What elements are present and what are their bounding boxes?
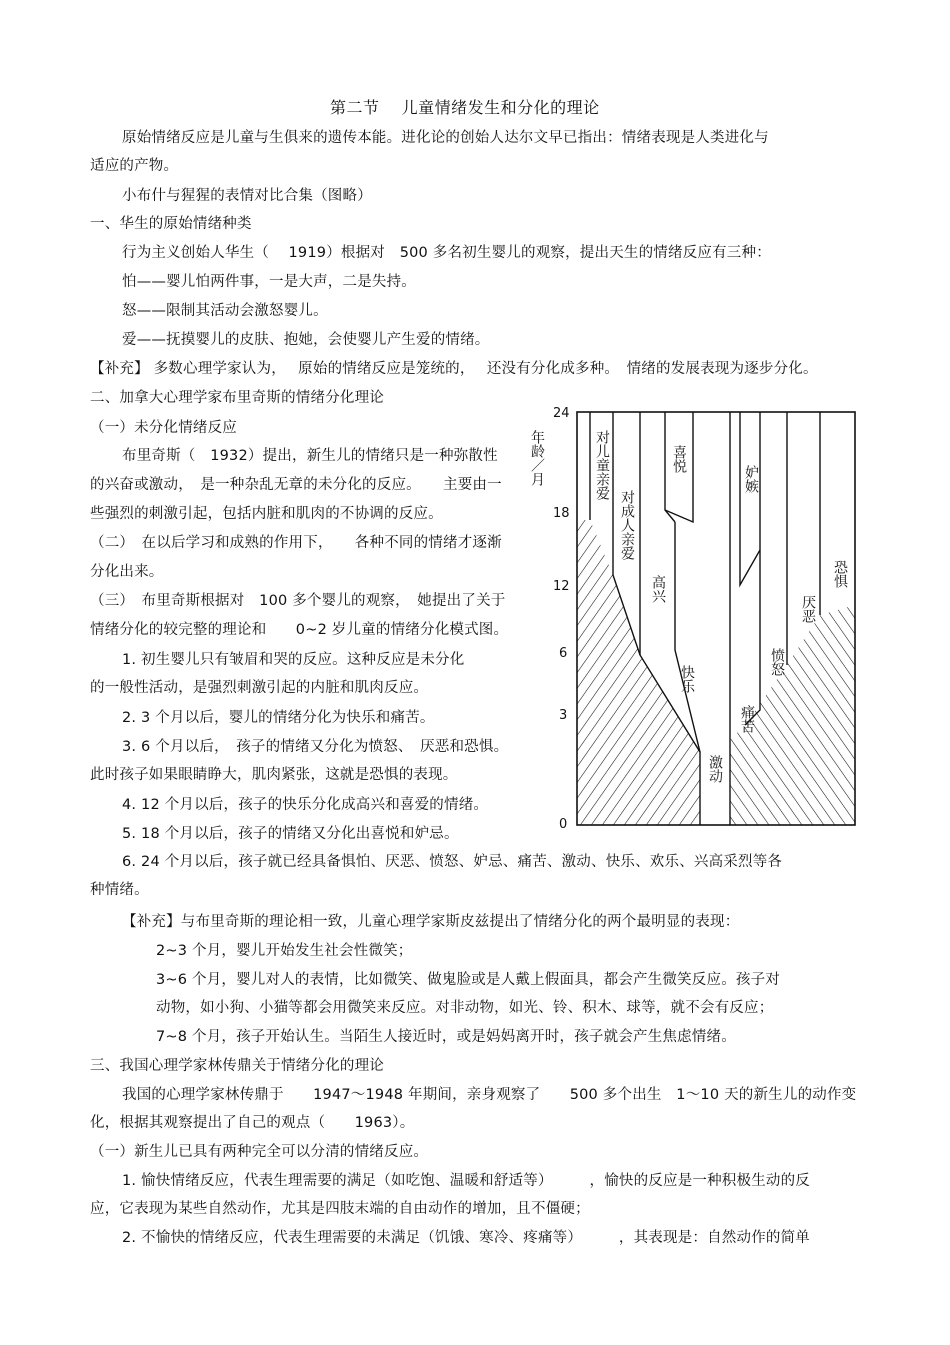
list-item: 1. 初生婴儿只有皱眉和哭的反应。这种反应是未分化 xyxy=(122,652,465,668)
label-excitement: 激动 xyxy=(707,755,723,783)
paragraph-line: 应，它表现为某些自然动作，尤其是四肢末端的自由动作的增加，且不僵硬； xyxy=(90,1201,590,1217)
emotion-differentiation-diagram xyxy=(515,400,875,840)
paragraph-line: 行为主义创始人华生（ 1919）根据对 500 多名初生婴儿的观察，提出天生的情绪反应有三种： xyxy=(122,245,771,261)
subheading-line: （一）未分化情绪反应 xyxy=(90,420,237,436)
list-item: 2. 不愉快的情绪反应，代表生理需要的未满足（饥饿、寒冷、疼痛等） ，其表现是：自然动作的简单 xyxy=(122,1230,810,1246)
paragraph-line: 怕——婴儿怕两件事，一是大声，二是失持。 xyxy=(122,274,416,290)
label-elation: 喜悦 xyxy=(671,445,687,473)
note-line: 【补充】与布里奇斯的理论相一致，儿童心理学家斯皮兹提出了情绪分化的两个最明显的表现： xyxy=(122,914,740,930)
paragraph-line: 布里奇斯（ 1932）提出，新生儿的情绪只是一种弥散性 xyxy=(122,448,498,464)
y-tick-0: 0 xyxy=(559,817,568,832)
paragraph-line: 此时孩子如果眼睛睁大，肌肉紧张，这就是恐惧的表现。 xyxy=(90,767,458,783)
y-tick-6: 6 xyxy=(559,646,568,661)
y-axis-ticks xyxy=(553,406,570,832)
paragraph-line: 分化出来。 xyxy=(90,564,164,580)
paragraph-line: 动物，如小狗、小猫等都会用微笑来反应。对非动物，如光、铃、积木、球等，就不会有反应； xyxy=(156,1000,774,1016)
label-fear: 恐惧 xyxy=(832,560,848,588)
list-item: 3~6 个月，婴儿对人的表情，比如微笑、做鬼脸或是人戴上假面具，都会产生微笑反应。孩子对 xyxy=(156,972,781,988)
heading-line: 二、加拿大心理学家布里奇斯的情绪分化理论 xyxy=(90,390,384,406)
subheading-line: （二） 在以后学习和成熟的作用下， 各种不同的情绪才逐渐 xyxy=(90,535,502,551)
list-item: 6. 24 个月以后，孩子就已经具备惧怕、厌恶、愤怒、妒忌、痛苦、激动、快乐、欢乐、兴高采烈等各 xyxy=(122,854,783,870)
subheading-line: （三） 布里奇斯根据对 100 多个婴儿的观察， 她提出了关于 xyxy=(90,593,506,609)
paragraph-line: 怒——限制其活动会激怒婴儿。 xyxy=(122,303,328,319)
list-item: 5. 18 个月以后，孩子的情绪又分化出喜悦和妒忌。 xyxy=(122,826,459,842)
label-disgust: 厌恶 xyxy=(800,595,816,623)
label-love-adults: 对成人亲爱 xyxy=(619,490,635,560)
list-item: 7~8 个月，孩子开始认生。当陌生人接近时，或是妈妈离开时，孩子就会产生焦虑情绪。 xyxy=(156,1029,736,1045)
label-joy: 快乐 xyxy=(679,665,695,693)
paragraph-line: 爱——抚摸婴儿的皮肤、抱她，会使婴儿产生爱的情绪。 xyxy=(122,332,490,348)
list-item: 1. 愉快情绪反应，代表生理需要的满足（如吃饱、温暖和舒适等） ，愉快的反应是一种积极生动的反 xyxy=(122,1173,810,1189)
list-item: 2. 3 个月以后，婴儿的情绪分化为快乐和痛苦。 xyxy=(122,710,435,726)
y-tick-12: 12 xyxy=(553,579,570,594)
label-delight: 高兴 xyxy=(650,575,666,603)
paragraph-line: 化，根据其观察提出了自己的观点（ 1963）。 xyxy=(90,1115,415,1131)
y-tick-18: 18 xyxy=(553,506,570,521)
paragraph-line: 适应的产物。 xyxy=(90,158,179,174)
paragraph-line: 我国的心理学家林传鼎于 1947～1948 年期间，亲身观察了 500 多个出生 1～10 天的新生儿的动作变 xyxy=(122,1087,857,1103)
paragraph-line: 些强烈的刺激引起，包括内脏和肌肉的不协调的反应。 xyxy=(90,506,443,522)
label-jealousy: 妒嫉 xyxy=(743,465,759,493)
section-title: 第二节 儿童情绪发生和分化的理论 xyxy=(330,98,600,117)
paragraph-line: 的一般性活动，是强烈刺激引起的内脏和肌肉反应。 xyxy=(90,680,429,696)
label-love-children: 对儿童亲爱 xyxy=(594,430,610,500)
label-distress: 痛苦 xyxy=(739,705,755,733)
paragraph-line: 小布什与猩猩的表情对比合集（图略） xyxy=(122,188,372,204)
heading-line: 三、我国心理学家林传鼎关于情绪分化的理论 xyxy=(90,1058,384,1074)
subheading-line: （一）新生儿已具有两种完全可以分清的情绪反应。 xyxy=(90,1144,429,1160)
list-item: 3. 6 个月以后， 孩子的情绪又分化为愤怒、 厌恶和恐惧。 xyxy=(122,739,509,755)
note-line: 【补充】 多数心理学家认为， 原始的情绪反应是笼统的， 还没有分化成多种。 情绪的发展表现为逐步分化。 xyxy=(90,361,818,377)
paragraph-line: 的兴奋或激动， 是一种杂乱无章的未分化的反应。 主要由一 xyxy=(90,477,502,493)
paragraph-line: 情绪分化的较完整的理论和 0~2 岁儿童的情绪分化模式图。 xyxy=(90,622,509,638)
list-item: 4. 12 个月以后，孩子的快乐分化成高兴和喜爱的情绪。 xyxy=(122,797,489,813)
paragraph-line: 原始情绪反应是儿童与生俱来的遗传本能。进化论的创始人达尔文早已指出：情绪表现是人类进化与 xyxy=(122,130,769,146)
y-axis-label: 年龄／月 xyxy=(529,430,545,486)
heading-line: 一、华生的原始情绪种类 xyxy=(90,216,252,232)
label-anger: 愤怒 xyxy=(769,648,785,676)
list-item: 2~3 个月，婴儿开始发生社会性微笑； xyxy=(156,943,413,959)
y-tick-24: 24 xyxy=(553,406,570,421)
paragraph-line: 种情绪。 xyxy=(90,882,149,898)
y-tick-3: 3 xyxy=(559,708,568,723)
